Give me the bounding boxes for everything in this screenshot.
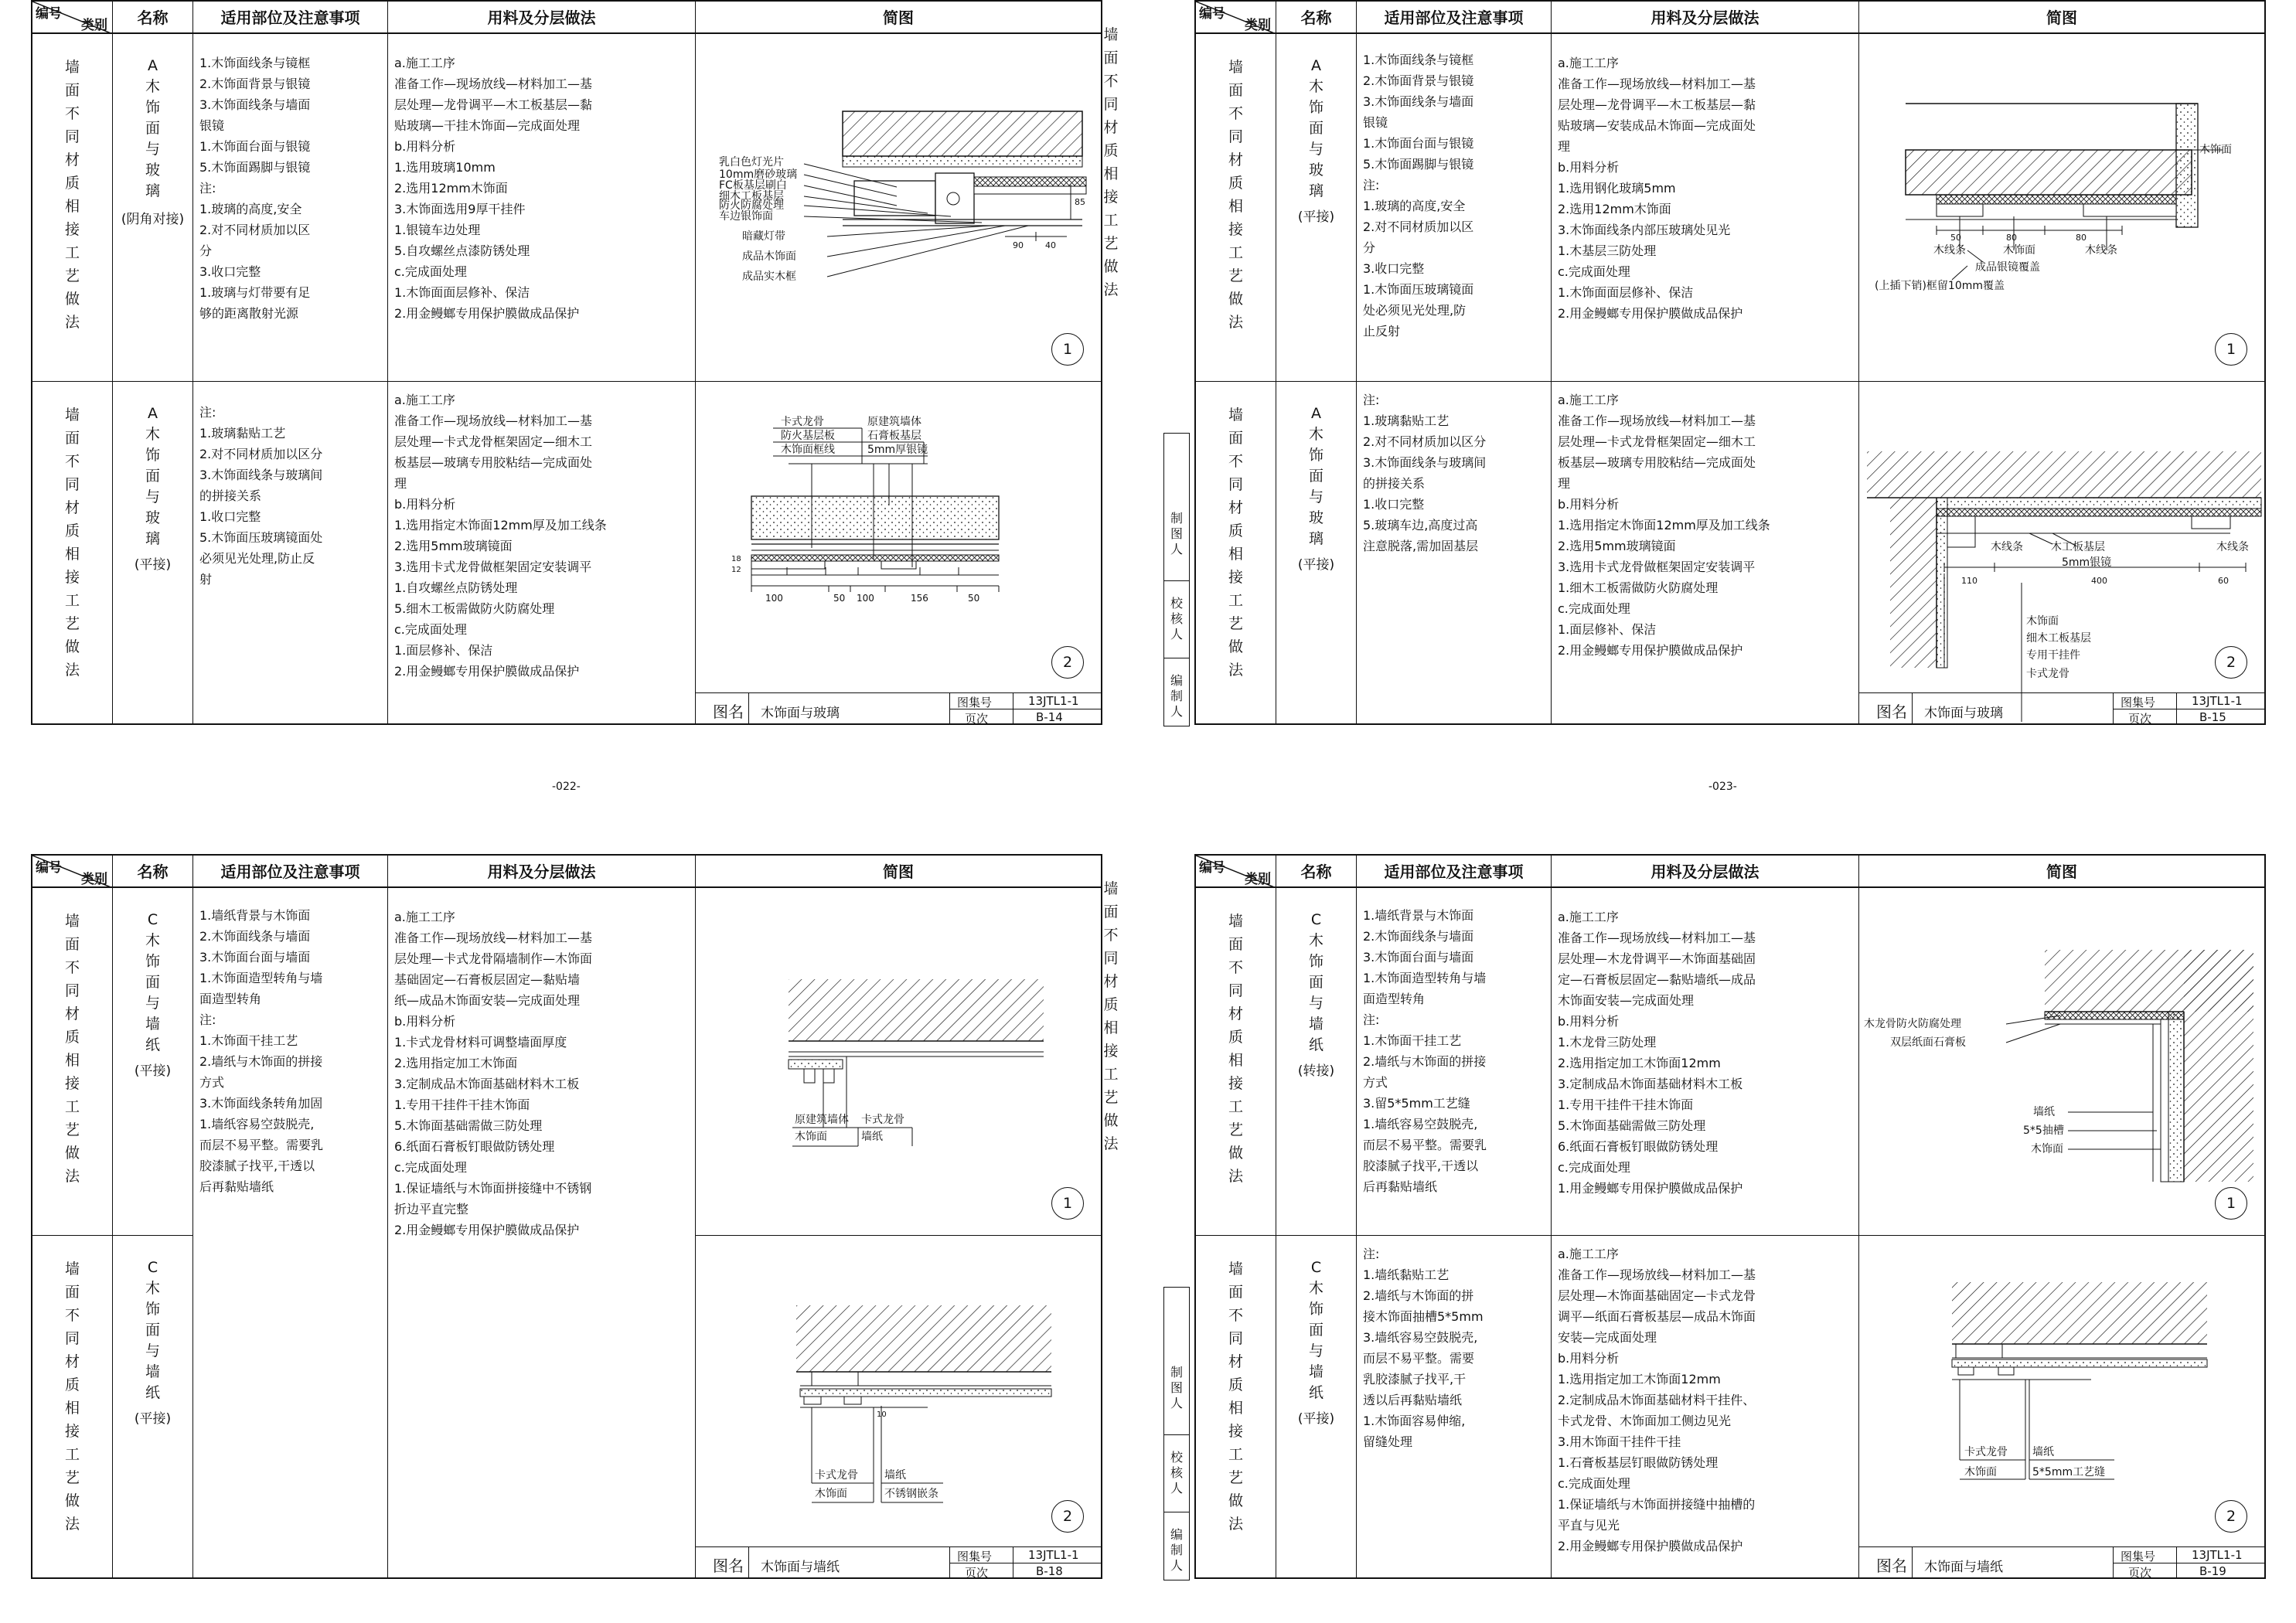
row-variant: (平接) bbox=[1297, 1411, 1335, 1427]
header-diagram: 简图 bbox=[883, 863, 914, 881]
header-name: 名称 bbox=[1276, 856, 1357, 888]
detail-number: 1 bbox=[1051, 333, 1084, 366]
table-row bbox=[32, 34, 1101, 382]
label: FC板基层刷白 bbox=[719, 179, 787, 192]
row-category: 墙面不同材质相接工艺做法 bbox=[64, 59, 80, 331]
title-label: 图名 bbox=[1876, 703, 1907, 721]
label: 木线条 bbox=[1933, 244, 1966, 257]
label: 原建筑墙体 bbox=[795, 1114, 849, 1126]
page-number: -022- bbox=[552, 781, 581, 793]
label: 细木工板基层 bbox=[2026, 632, 2091, 645]
edit-label: 编制人 bbox=[1170, 673, 1183, 719]
dimension: 40 bbox=[1045, 240, 1056, 250]
header-number: 编号 bbox=[36, 860, 62, 876]
label: 成品银镜覆盖 bbox=[1975, 261, 2040, 274]
header-category: 类别 bbox=[1245, 18, 1271, 33]
wallpaper-joint-section-drawing bbox=[696, 1236, 1101, 1579]
label: 木饰面 bbox=[2026, 615, 2059, 628]
row-name: C木饰面与墙纸 bbox=[1308, 911, 1323, 1053]
label: 墙纸 bbox=[2032, 1446, 2054, 1458]
row-variant: (平接) bbox=[134, 1411, 172, 1427]
section-diagram bbox=[1859, 1236, 2264, 1579]
header-diagram: 简图 bbox=[883, 9, 914, 27]
table-row bbox=[1196, 382, 2264, 725]
page-label: 页次 bbox=[965, 1566, 989, 1579]
row-material: a.施工工序 准备工作—现场放线—材料加工—基 层处理—龙骨调平—木工板基层—黏 贴玻璃—干挂木饰面—完成面处理 b.用料分析 1.选用玻璃10mm 2.选用12mm木饰面 3.木饰面选用9厚干挂件 1.银镜车边处理 5.自攻螺丝点漆防锈处理 c.完成面处理 1.木饰面面层修补、保洁 2.用金鳗螂专用保护膜做成品保护 bbox=[394, 56, 593, 321]
atlas-label: 图集号 bbox=[2121, 696, 2156, 709]
header-corner bbox=[1196, 856, 1276, 888]
page-code: B-14 bbox=[1036, 710, 1063, 724]
row-name: C木饰面与墙纸 bbox=[145, 1259, 160, 1401]
drawing-sheet-3 bbox=[31, 854, 1102, 1579]
label: 10mm磨砂玻璃 bbox=[719, 168, 798, 181]
row-material: a.施工工序 准备工作—现场放线—材料加工—基 层处理—卡式龙骨框架固定—细木工 板基层—玻璃专用胶粘结—完成面处 理 b.用料分析 1.选用指定木饰面12mm厚及加工线条 2.选用5mm玻璃镜面 3.选用卡式龙骨做框架固定安装调平 1.自攻螺丝点防锈处理 5.细木工板需做防火防腐处理 c.完成面处理 1.面层修补、保洁 2.用金鳗螂专用保护膜做成品保护 bbox=[394, 393, 607, 679]
page-label: 页次 bbox=[965, 712, 989, 725]
header-scope: 适用部位及注意事项 bbox=[1357, 856, 1552, 888]
dimension: 10 bbox=[877, 1410, 887, 1419]
section-diagram bbox=[696, 382, 1101, 725]
header-number: 编号 bbox=[1199, 860, 1225, 876]
row-name: A木饰面与玻璃 bbox=[145, 57, 160, 199]
dimension: 50 bbox=[833, 593, 846, 604]
label: 成品木饰面 bbox=[742, 250, 796, 263]
dimension: 60 bbox=[2218, 576, 2229, 586]
detail-number: 2 bbox=[1051, 646, 1084, 679]
check-label: 校核人 bbox=[1170, 1450, 1183, 1495]
row-name: C木饰面与墙纸 bbox=[1308, 1259, 1323, 1401]
row-scope: 注: 1.玻璃黏贴工艺 2.对不同材质加以区分 3.木饰面线条与玻璃间 的拼接关系 1.收口完整 5.木饰面压玻璃镜面处 必须见光处理,防止反 射 bbox=[199, 405, 323, 587]
drawing-sheet-4 bbox=[1194, 854, 2266, 1579]
label: 5*5mm工艺缝 bbox=[2032, 1466, 2106, 1478]
wall-hatch bbox=[843, 111, 1082, 156]
label: 5*5抽槽 bbox=[2023, 1125, 2064, 1137]
header-category: 类别 bbox=[1245, 872, 1271, 887]
header-scope: 适用部位及注意事项 bbox=[1357, 2, 1552, 34]
row-variant: (转接) bbox=[1297, 1063, 1335, 1079]
header-material: 用料及分层做法 bbox=[388, 856, 696, 888]
label: 石膏板基层 bbox=[867, 430, 921, 442]
label: 木饰面框线 bbox=[781, 444, 835, 456]
label: 细木工板基层 bbox=[719, 190, 784, 202]
signature-strip bbox=[1163, 1287, 1190, 1580]
dimension: 110 bbox=[1961, 576, 1977, 586]
label: 木饰面 bbox=[2031, 1143, 2063, 1155]
page-code: B-18 bbox=[1036, 1564, 1063, 1578]
title-block bbox=[1859, 1546, 2264, 1579]
row-variant: (平接) bbox=[1297, 557, 1335, 573]
title-block bbox=[1859, 692, 2264, 725]
row-scope: 1.墙纸背景与木饰面 2.木饰面线条与墙面 3.木饰面台面与墙面 1.木饰面造型转角与墙 面造型转角 注: 1.木饰面干挂工艺 2.墙纸与木饰面的拼接 方式 3.留5*5mm工艺缝 1.墙纸容易空鼓脱壳, 而层不易平整。需要乳 胶漆腻子找平,干透以 后再黏贴墙纸 bbox=[1363, 908, 1487, 1194]
header-category: 类别 bbox=[81, 872, 107, 887]
row-material: a.施工工序 准备工作—现场放线—材料加工—基 层处理—卡式龙骨框架固定—细木工 板基层—玻璃专用胶粘结—完成面处 理 b.用料分析 1.选用指定木饰面12mm厚及加工线条 2.选用5mm玻璃镜面 3.选用卡式龙骨做框架固定安装调平 1.细木工板需做防火防腐处理 c.完成面处理 1.面层修补、保洁 2.用金鳗螂专用保护膜做成品保护 bbox=[1558, 393, 1770, 658]
wallpaper-flat-section-drawing bbox=[696, 888, 1101, 1236]
label: 防火基层板 bbox=[781, 430, 835, 442]
section-diagram bbox=[696, 1236, 1101, 1579]
dimension: 90 bbox=[1013, 240, 1024, 250]
table-header bbox=[1196, 2, 2264, 34]
row-scope: 注: 1.玻璃黏贴工艺 2.对不同材质加以区分 3.木饰面线条与玻璃间 的拼接关系 1.收口完整 5.玻璃车边,高度过高 注意脱落,需加固基层 bbox=[1363, 393, 1487, 553]
section-diagram bbox=[1859, 382, 2264, 725]
draw-label: 制图人 bbox=[1170, 511, 1183, 556]
label: 成品实木框 bbox=[742, 270, 796, 283]
row-category: 墙面不同材质相接工艺做法 bbox=[64, 407, 80, 679]
draw-label: 制图人 bbox=[1170, 1365, 1183, 1410]
header-material: 用料及分层做法 bbox=[388, 2, 696, 34]
atlas-label: 图集号 bbox=[2121, 1550, 2156, 1563]
table-body bbox=[32, 888, 1101, 1579]
detail-number: 2 bbox=[2215, 646, 2247, 679]
header-scope: 适用部位及注意事项 bbox=[193, 856, 388, 888]
label: (上插下销)框留10mm覆盖 bbox=[1875, 280, 2005, 292]
label: 暗藏灯带 bbox=[742, 230, 785, 243]
header-number: 编号 bbox=[1199, 6, 1225, 22]
glass-inset-section-drawing bbox=[1859, 34, 2264, 381]
detail-number: 2 bbox=[2215, 1500, 2247, 1533]
label: 木龙骨防火防腐处理 bbox=[1864, 1018, 1961, 1030]
dimension: 80 bbox=[2076, 233, 2086, 243]
table-row bbox=[1196, 1236, 2264, 1579]
header-category: 类别 bbox=[81, 18, 107, 33]
detail-number: 1 bbox=[2215, 333, 2247, 366]
label: 木饰面 bbox=[1964, 1466, 1997, 1478]
title-text: 木饰面与玻璃 bbox=[761, 706, 840, 721]
row-scope: 1.木饰面线条与镜框 2.木饰面背景与银镜 3.木饰面线条与墙面 银镜 1.木饰面台面与银镜 5.木饰面踢脚与银镜 注: 1.玻璃的高度,安全 2.对不同材质加以区 分 3.收口完整 1.玻璃与灯带要有足 够的距离散射光源 bbox=[199, 56, 311, 321]
header-corner bbox=[32, 856, 113, 888]
section-diagram bbox=[1859, 888, 2264, 1235]
row-material: a.施工工序 准备工作—现场放线—材料加工—基 层处理—木饰面基础固定—卡式龙骨 调平—纸面石膏板基层—成品木饰面 安装—完成面处理 b.用料分析 1.选用指定加工木饰面12mm 2.定制成品木饰面基础材料干挂件、 卡式龙骨、木饰面加工侧边见光 3.用木饰面干挂件干挂 1.石膏板基层钉眼做防锈处理 c.完成面处理 1.保证墙纸与木饰面拼接缝中抽槽的 平直与见光 2.用金鳗螂专用保护膜做成品保护 bbox=[1558, 1247, 1756, 1553]
title-text: 木饰面与墙纸 bbox=[1924, 1560, 2003, 1575]
title-label: 图名 bbox=[713, 1557, 744, 1575]
row-category: 墙面不同材质相接工艺做法 bbox=[1228, 1261, 1243, 1533]
detail-number: 1 bbox=[2215, 1187, 2247, 1220]
side-vertical-title: 墙面不同材质相接工艺做法 bbox=[1103, 880, 1119, 1152]
row-material: a.施工工序 准备工作—现场放线—材料加工—基 层处理—龙骨调平—木工板基层—黏 贴玻璃—安装成品木饰面—完成面处 理 b.用料分析 1.选用钢化玻璃5mm 2.选用12mm木饰面 3.木饰面线条内部压玻璃处见光 1.木基层三防处理 c.完成面处理 1.木饰面面层修补、保洁 2.用金鳗螂专用保护膜做成品保护 bbox=[1558, 56, 1756, 321]
section-diagram bbox=[696, 888, 1101, 1236]
label: 卡式龙骨 bbox=[861, 1114, 904, 1126]
header-name: 名称 bbox=[1276, 2, 1357, 34]
title-block bbox=[696, 692, 1101, 725]
header-diagram: 简图 bbox=[2046, 9, 2077, 27]
dimension: 100 bbox=[857, 593, 874, 604]
row-category: 墙面不同材质相接工艺做法 bbox=[1228, 913, 1243, 1185]
label: 墙纸 bbox=[884, 1469, 906, 1482]
wallpaper-corner-section-drawing bbox=[1859, 888, 2264, 1235]
row-variant: (阴角对接) bbox=[121, 212, 185, 227]
header-material: 用料及分层做法 bbox=[1552, 2, 1859, 34]
header-name: 名称 bbox=[113, 2, 193, 34]
header-number: 编号 bbox=[36, 6, 62, 22]
side-vertical-title: 墙面不同材质相接工艺做法 bbox=[1103, 26, 1119, 298]
label: 木饰面 bbox=[2199, 144, 2232, 156]
dimension: 50 bbox=[1950, 233, 1961, 243]
atlas-number: 13JTL1-1 bbox=[2192, 694, 2243, 708]
table-row bbox=[32, 382, 1101, 725]
check-label: 校核人 bbox=[1170, 596, 1183, 641]
drawing-sheet-1 bbox=[31, 0, 1102, 725]
table-header bbox=[32, 2, 1101, 34]
section-diagram bbox=[1859, 34, 2264, 381]
label: 木线条 bbox=[2216, 541, 2249, 553]
dimension: 50 bbox=[968, 593, 980, 604]
label: 5mm厚银镜 bbox=[867, 444, 928, 456]
label: 木饰面 bbox=[815, 1488, 847, 1500]
row-variant: (平接) bbox=[134, 1063, 172, 1079]
atlas-number: 13JTL1-1 bbox=[1028, 694, 1079, 708]
label: 卡式龙骨 bbox=[815, 1469, 858, 1482]
signature-strip bbox=[1163, 433, 1190, 726]
header-diagram: 简图 bbox=[2046, 863, 2077, 881]
row-name: A木饰面与玻璃 bbox=[1308, 57, 1323, 199]
title-text: 木饰面与墙纸 bbox=[761, 1560, 840, 1575]
detail-number: 2 bbox=[1051, 1500, 1084, 1533]
drawing-sheet-2 bbox=[1194, 0, 2266, 725]
title-label: 图名 bbox=[1876, 1557, 1907, 1575]
label: 乳白色灯光片 bbox=[719, 156, 784, 168]
dimension: 18 bbox=[731, 555, 741, 563]
edit-label: 编制人 bbox=[1170, 1527, 1183, 1573]
label: 木工板基层 bbox=[2051, 541, 2105, 553]
header-corner bbox=[1196, 2, 1276, 34]
label: 专用干挂件 bbox=[2026, 649, 2080, 662]
section-diagram bbox=[696, 34, 1101, 381]
page-code: B-19 bbox=[2199, 1564, 2226, 1578]
page-label: 页次 bbox=[2128, 712, 2152, 725]
label: 木饰面 bbox=[2003, 244, 2035, 257]
label: 不锈钢嵌条 bbox=[884, 1488, 938, 1500]
title-text: 木饰面与玻璃 bbox=[1924, 706, 2003, 721]
row-material: a.施工工序 准备工作—现场放线—材料加工—基 层处理—卡式龙骨隔墙制作—木饰面 基础固定—石膏板层固定—黏贴墙 纸—成品木饰面安装—完成面处理 b.用料分析 1.卡式龙骨材料可调整墙面厚度 2.选用指定加工木饰面 3.定制成品木饰面基础材料木工板 1.专用干挂件干挂木饰面 5.木饰面基础需做三防处理 6.纸面石膏板钉眼做防锈处理 c.完成面处理 1.保证墙纸与木饰面拼接缝中不锈钢 折边平直完整 2.用金鳗螂专用保护膜做成品保护 bbox=[394, 910, 593, 1237]
row-material: a.施工工序 准备工作—现场放线—材料加工—基 层处理—木龙骨调平—木饰面基础固 定—石膏板层固定—黏贴墙纸—成品 木饰面安装—完成面处理 b.用料分析 1.木龙骨三防处理 2.选用指定加工木饰面12mm 3.定制成品木饰面基础材料木工板 1.专用干挂件干挂木饰面 5.木饰面基础需做三防处理 6.纸面石膏板钉眼做防锈处理 c.完成面处理 1.用金鳗螂专用保护膜做成品保护 bbox=[1558, 910, 1756, 1196]
label: 木线条 bbox=[2085, 244, 2117, 257]
row-name: A木饰面与玻璃 bbox=[145, 405, 160, 547]
atlas-number: 13JTL1-1 bbox=[1028, 1548, 1079, 1562]
label: 墙纸 bbox=[861, 1131, 883, 1143]
row-scope: 1.木饰面线条与镜框 2.木饰面背景与银镜 3.木饰面线条与墙面 银镜 1.木饰面台面与银镜 5.木饰面踢脚与银镜 注: 1.玻璃的高度,安全 2.对不同材质加以区 分 3.收口完整 1.木饰面压玻璃镜面 处必须见光处理,防 止反射 bbox=[1363, 53, 1474, 339]
label: 卡式龙骨 bbox=[1964, 1446, 2008, 1458]
detail-number: 1 bbox=[1051, 1187, 1084, 1220]
label: 车边银饰面 bbox=[719, 210, 773, 223]
label: 卡式龙骨 bbox=[2026, 668, 2069, 680]
label: 5mm银镜 bbox=[2062, 556, 2112, 569]
row-category: 墙面不同材质相接工艺做法 bbox=[1228, 407, 1243, 679]
table-header bbox=[1196, 856, 2264, 888]
dimension: 156 bbox=[911, 593, 928, 604]
row-name: A木饰面与玻璃 bbox=[1308, 405, 1323, 547]
label: 防火防腐处理 bbox=[719, 199, 784, 212]
header-material: 用料及分层做法 bbox=[1552, 856, 1859, 888]
label: 墙纸 bbox=[2033, 1106, 2055, 1118]
page-code: B-15 bbox=[2199, 710, 2226, 724]
dimension: 80 bbox=[2006, 233, 2017, 243]
row-variant: (平接) bbox=[134, 557, 172, 573]
row-name: C木饰面与墙纸 bbox=[145, 911, 160, 1053]
title-block bbox=[696, 1546, 1101, 1579]
row-variant: (平接) bbox=[1297, 209, 1335, 225]
row-scope: 注: 1.墙纸黏贴工艺 2.墙纸与木饰面的拼 接木饰面抽槽5*5mm 3.墙纸容易空鼓脱壳, 而层不易平整。需要 乳胶漆腻子找平,干 透以后再黏贴墙纸 1.木饰面容易伸缩, 留缝处理 bbox=[1363, 1247, 1484, 1449]
dimension: 12 bbox=[731, 566, 741, 574]
dimension: 400 bbox=[2091, 576, 2107, 586]
header-corner bbox=[32, 2, 113, 34]
dimension: 100 bbox=[765, 593, 783, 604]
atlas-label: 图集号 bbox=[957, 696, 993, 709]
page-number: -023- bbox=[1708, 781, 1737, 793]
header-scope: 适用部位及注意事项 bbox=[193, 2, 388, 34]
row-category: 墙面不同材质相接工艺做法 bbox=[1228, 59, 1243, 331]
atlas-number: 13JTL1-1 bbox=[2192, 1548, 2243, 1562]
atlas-label: 图集号 bbox=[957, 1550, 993, 1563]
label: 双层纸面石膏板 bbox=[1890, 1036, 1966, 1049]
dimension: 85 bbox=[1075, 197, 1085, 207]
row-scope: 1.墙纸背景与木饰面 2.木饰面线条与墙面 3.木饰面台面与墙面 1.木饰面造型转角与墙 面造型转角 注: 1.木饰面干挂工艺 2.墙纸与木饰面的拼接 方式 3.木饰面线条转角加固 1.墙纸容易空鼓脱壳, 而层不易平整。需要乳 胶漆腻子找平,干透以 后再黏贴墙纸 bbox=[199, 908, 324, 1194]
label: 卡式龙骨 bbox=[781, 416, 824, 428]
table-row bbox=[1196, 34, 2264, 382]
wallpaper-groove-section-drawing bbox=[1859, 1236, 2264, 1579]
table-row bbox=[1196, 888, 2264, 1236]
table-header bbox=[32, 856, 1101, 888]
title-label: 图名 bbox=[713, 703, 744, 721]
label: 木线条 bbox=[1991, 541, 2023, 553]
row-category: 墙面不同材质相接工艺做法 bbox=[64, 913, 80, 1185]
page-label: 页次 bbox=[2128, 1566, 2152, 1579]
header-name: 名称 bbox=[113, 856, 193, 888]
row-category: 墙面不同材质相接工艺做法 bbox=[64, 1261, 80, 1533]
label: 木饰面 bbox=[795, 1131, 827, 1143]
label: 原建筑墙体 bbox=[867, 416, 921, 428]
